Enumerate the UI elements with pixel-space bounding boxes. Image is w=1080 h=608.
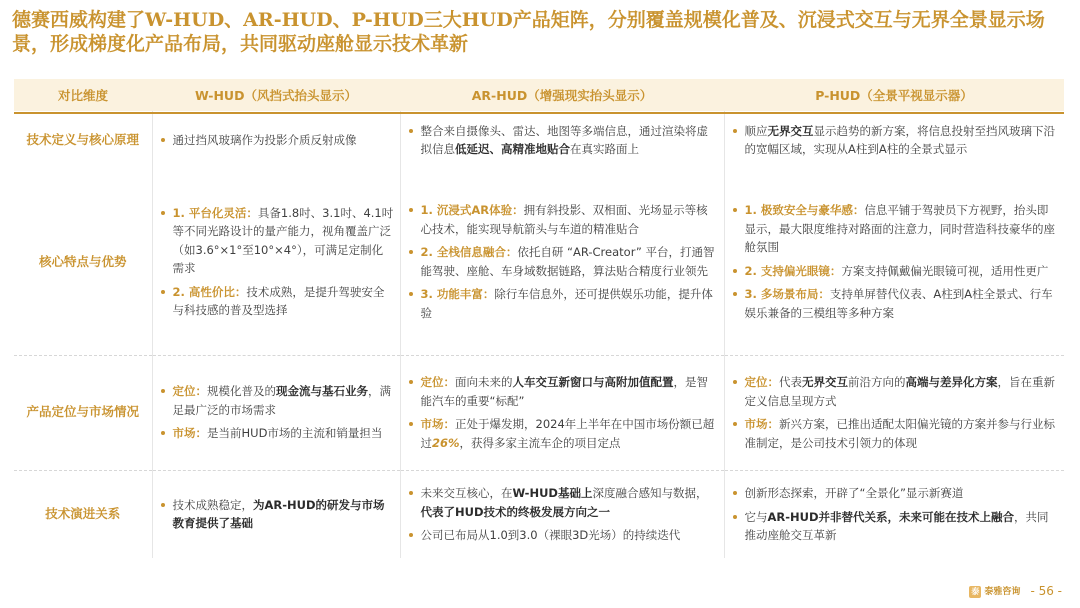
cell-ar-hud <box>400 355 724 470</box>
list-item: 2. 支持偏光眼镜：方案支持佩戴偏光眼镜可视，适用性更广 <box>731 262 1059 281</box>
logo-icon: 泰 <box>971 587 980 596</box>
list-item: 市场：是当前HUD市场的主流和销量担当 <box>159 424 394 443</box>
list-item: 2. 全栈信息融合：依托自研 “AR-Creator” 平台，打通智能驾驶、座舱、车身域数据链路，算法贴合精度行业领先 <box>407 243 718 280</box>
header-dimension: 对比维度 <box>14 79 152 111</box>
table-row <box>14 470 1064 558</box>
list-item: 市场：新兴方案，已推出适配太阳偏光镜的方案并参与行业标准制定，是公司技术引领力的体现 <box>731 415 1059 452</box>
list-item: 整合来自摄像头、雷达、地图等多端信息，通过渲染将虚拟信息低延迟、高精准地贴合在真实路面上 <box>407 122 718 159</box>
cell-p-hud <box>724 111 1064 169</box>
header-ar-hud: AR-HUD（增强现实抬头显示） <box>400 79 724 111</box>
footer <box>969 583 1062 598</box>
table-row <box>14 355 1064 470</box>
list-item: 3. 多场景布局：支持单屏替代仪表、A柱到A柱全景式、行车娱乐兼备的三模组等多种方案 <box>731 285 1059 322</box>
list-item: 公司已布局从1.0到3.0（裸眼3D光场）的持续迭代 <box>407 526 718 545</box>
page-number: - 56 - <box>1030 583 1062 598</box>
cell-p-hud <box>724 169 1064 355</box>
footer-logo <box>969 583 1020 598</box>
row-dimension: 核心特点与优势 <box>14 169 152 355</box>
list-item: 它与AR-HUD并非替代关系，未来可能在技术上融合，共同推动座舱交互革新 <box>731 508 1059 545</box>
list-item: 1. 平台化灵活：具备1.8吋、3.1吋、4.1吋等不同光路设计的量产能力，视角覆盖广泛（如3.6°×1°至10°×4°），可满足定制化需求 <box>159 204 394 278</box>
cell-w-hud <box>152 111 400 169</box>
list-item: 通过挡风玻璃作为投影介质反射成像 <box>159 131 394 150</box>
cell-ar-hud <box>400 470 724 558</box>
list-item: 定位：代表无界交互前沿方向的高端与差异化方案，旨在重新定义信息呈现方式 <box>731 373 1059 410</box>
row-dimension: 技术演进关系 <box>14 470 152 558</box>
table-header-row <box>14 79 1064 111</box>
cell-w-hud <box>152 169 400 355</box>
cell-ar-hud <box>400 111 724 169</box>
table-row <box>14 169 1064 355</box>
header-divider <box>14 112 1064 114</box>
row-dimension: 产品定位与市场情况 <box>14 355 152 470</box>
list-item: 定位：规模化普及的现金流与基石业务，满足最广泛的市场需求 <box>159 382 394 419</box>
logo-text: 泰雅咨询 <box>984 587 1021 597</box>
header-p-hud: P-HUD（全景平视显示器） <box>724 79 1064 111</box>
row-dimension: 技术定义与核心原理 <box>14 111 152 169</box>
list-item: 市场：正处于爆发期，2024年上半年在中国市场份额已超过26%，获得多家主流车企的项目定点 <box>407 415 718 452</box>
cell-w-hud <box>152 470 400 558</box>
list-item: 2. 高性价比：技术成熟，是提升驾驶安全与科技感的普及型选择 <box>159 283 394 320</box>
list-item: 未来交互核心，在W-HUD基础上深度融合感知与数据，代表了HUD技术的终极发展方向之一 <box>407 484 718 521</box>
header-w-hud: W-HUD（风挡式抬头显示） <box>152 79 400 111</box>
list-item: 创新形态探索，开辟了“全景化”显示新赛道 <box>731 484 1059 503</box>
list-item: 1. 沉浸式AR体验：拥有斜投影、双相面、光场显示等核心技术，能实现导航箭头与车道的精准贴合 <box>407 201 718 238</box>
cell-w-hud <box>152 355 400 470</box>
list-item: 3. 功能丰富：除行车信息外，还可提供娱乐功能，提升体验 <box>407 285 718 322</box>
cell-p-hud <box>724 470 1064 558</box>
page-title: 德赛西威构建了W-HUD、AR-HUD、P-HUD三大HUD产品矩阵，分别覆盖规模化普及、沉浸式交互与无界全景显示场景，形成梯度化产品布局，共同驱动座舱显示技术革新 <box>12 9 1045 55</box>
list-item: 技术成熟稳定，为AR-HUD的研发与市场教育提供了基础 <box>159 496 394 533</box>
list-item: 定位：面向未来的人车交互新窗口与高附加值配置，是智能汽车的重要“标配” <box>407 373 718 410</box>
table-row <box>14 111 1064 169</box>
list-item: 顺应无界交互显示趋势的新方案，将信息投射至挡风玻璃下沿的宽幅区域，实现从A柱到A柱的全景式显示 <box>731 122 1059 159</box>
list-item: 1. 极致安全与豪华感：信息平铺于驾驶员下方视野，抬头即显示，最大限度维持对路面的注意力，同时营造科技豪华的座舱氛围 <box>731 201 1059 257</box>
cell-p-hud <box>724 355 1064 470</box>
comparison-table <box>14 79 1064 558</box>
cell-ar-hud <box>400 169 724 355</box>
